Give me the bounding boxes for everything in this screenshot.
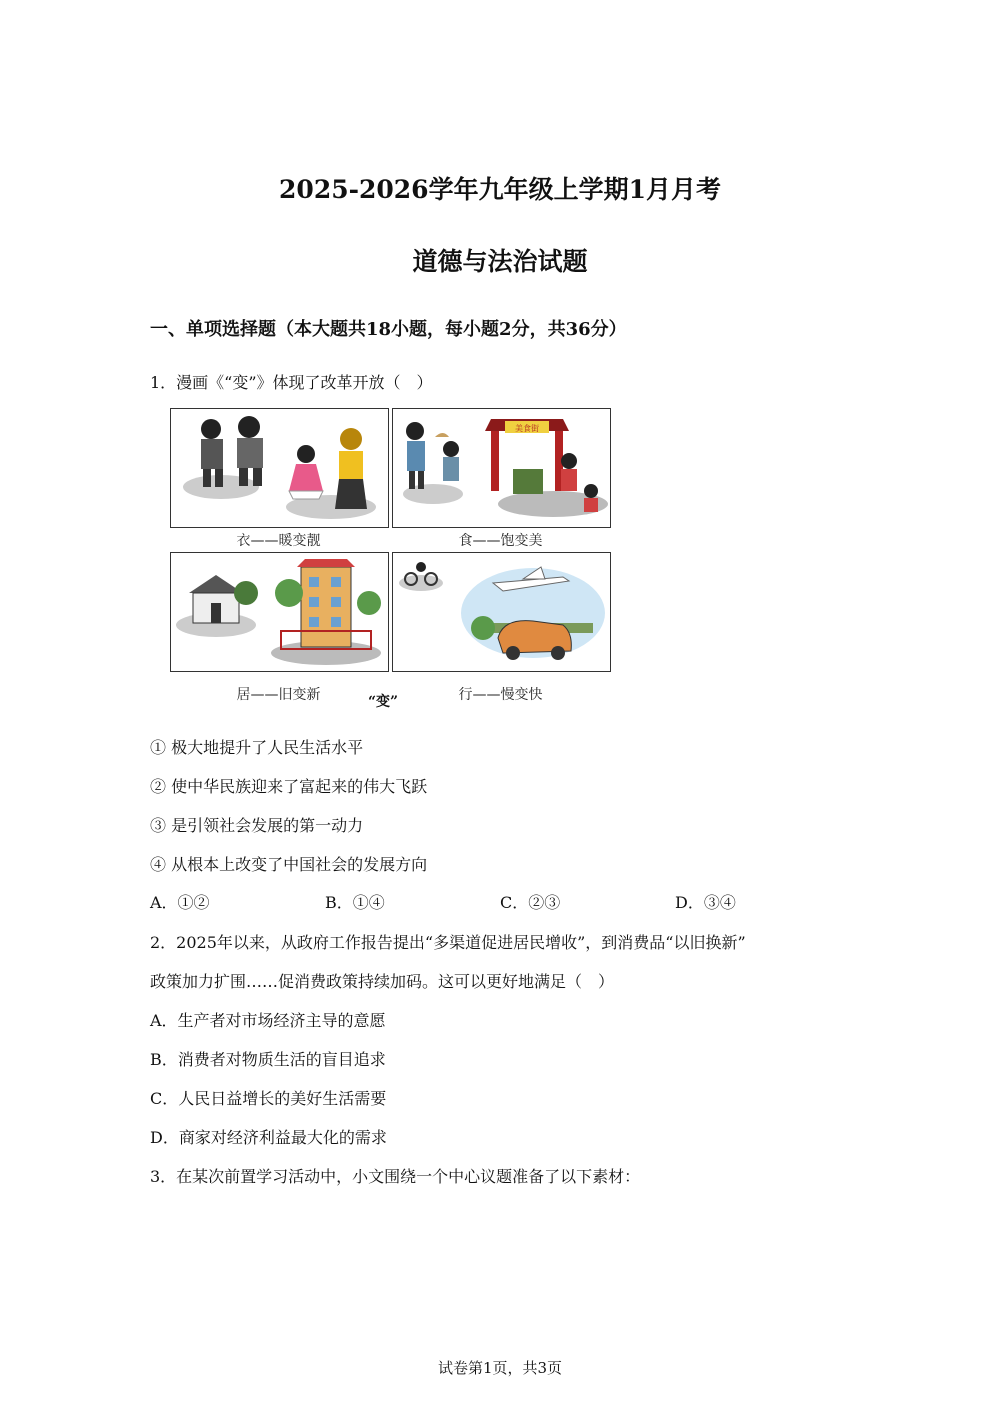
q2-option-a[interactable]: A．生产者对市场经济主导的意愿: [150, 1011, 386, 1030]
comic-panel-clothing: [170, 408, 389, 528]
section-heading: 一、单项选择题（本大题共18小题，每小题2分，共36分）: [150, 319, 627, 340]
caption-transport: 行——慢变快: [458, 687, 543, 703]
question-1-stem: 1．漫画《“变”》体现了改革开放（ ）: [150, 373, 433, 392]
q2-option-b[interactable]: B．消费者对物质生活的盲目追求: [150, 1050, 386, 1069]
statement-4: ④ 从根本上改变了中国社会的发展方向: [150, 855, 428, 874]
q1-option-a[interactable]: A．①②: [150, 893, 210, 912]
caption-food: 食——饱变美: [458, 533, 543, 549]
statement-3: ③ 是引领社会发展的第一动力: [150, 816, 364, 835]
comic-title: “变”: [368, 694, 399, 710]
question-3-stem: 3．在某次前置学习活动中，小文围绕一个中心议题准备了以下素材：: [150, 1167, 641, 1186]
comic-panel-food: [392, 408, 611, 528]
caption-housing: 居——旧变新: [236, 687, 321, 703]
question-2-stem-line2: 政策加力扩围……促消费政策持续加码。这可以更好地满足（ ）: [150, 972, 615, 991]
exam-subject-title: 道德与法治试题: [412, 247, 588, 276]
q1-option-b[interactable]: B．①④: [325, 893, 385, 912]
page-footer: 试卷第1页，共3页: [437, 1359, 563, 1377]
question-2-stem-line1: 2．2025年以来，从政府工作报告提出“多渠道促进居民增收”，到消费品“以旧换新”: [150, 933, 746, 952]
gate-sign-text: 美食街: [515, 424, 539, 433]
q1-option-c[interactable]: C．②③: [500, 893, 561, 912]
comic-panel-housing: [170, 552, 389, 672]
caption-clothing: 衣——暖变靓: [236, 533, 321, 549]
statement-2: ② 使中华民族迎来了富起来的伟大飞跃: [150, 777, 428, 796]
q2-option-c[interactable]: C．人民日益增长的美好生活需要: [150, 1089, 387, 1108]
comic-illustration: [170, 408, 615, 708]
comic-panel-transport: [392, 552, 611, 672]
q2-option-d[interactable]: D．商家对经济利益最大化的需求: [150, 1128, 387, 1147]
q1-option-d[interactable]: D．③④: [675, 893, 736, 912]
exam-title: 2025-2026学年九年级上学期1月月考: [279, 175, 721, 204]
statement-1: ① 极大地提升了人民生活水平: [150, 738, 364, 757]
